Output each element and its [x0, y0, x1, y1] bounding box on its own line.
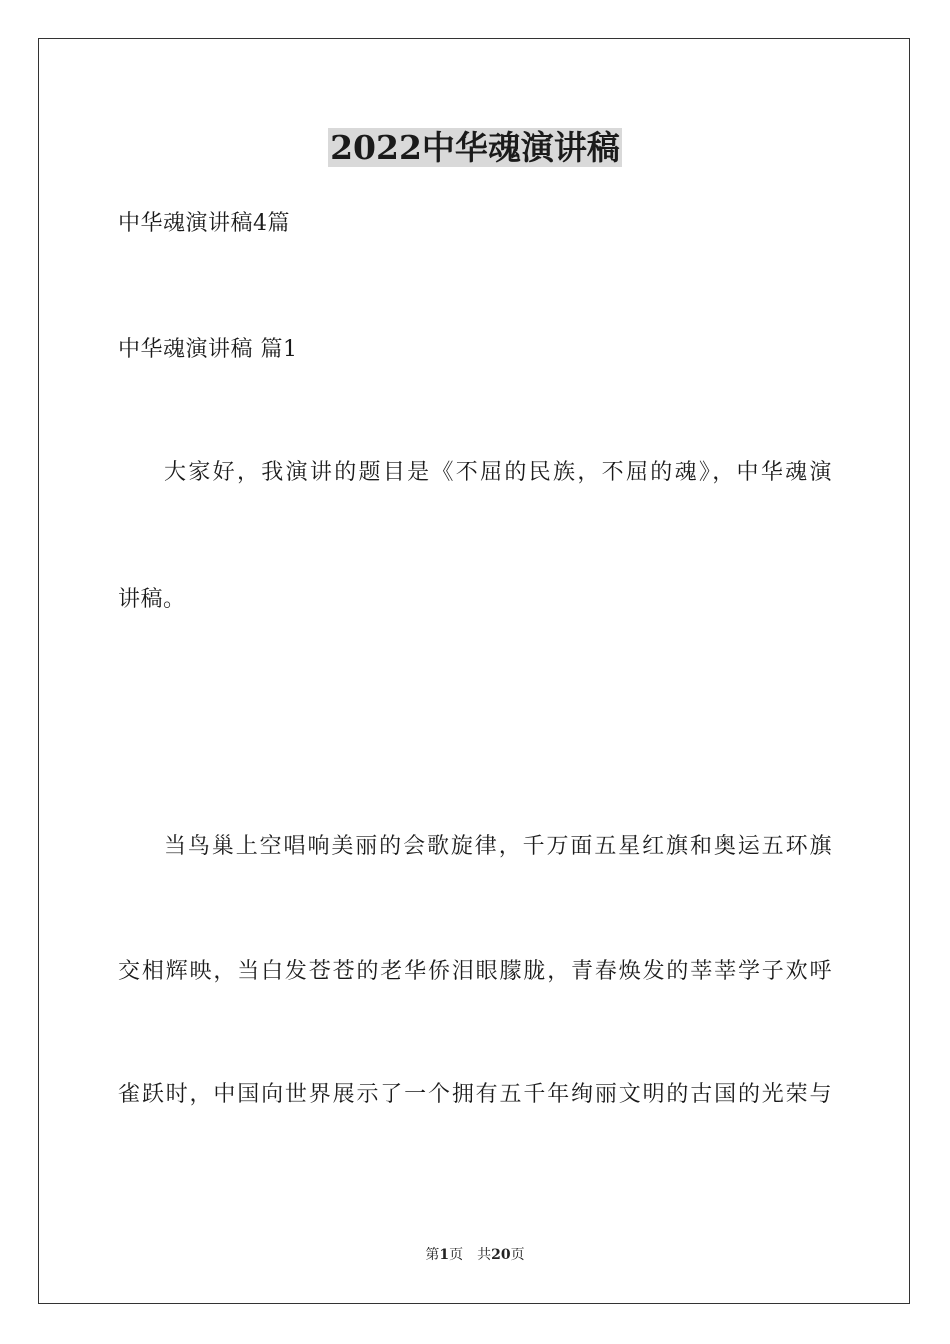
footer-total-prefix: 共 — [477, 1247, 492, 1263]
footer-total-pages: 20 — [491, 1247, 511, 1263]
document-subtitle: 中华魂演讲稿4篇 — [118, 211, 290, 236]
section-heading: 中华魂演讲稿 篇1 — [118, 337, 298, 362]
paragraph1-line1: 大家好，我演讲的题目是《不屈的民族，不屈的魂》，中华魂演 — [164, 460, 832, 485]
paragraph2-line1: 当鸟巢上空唱响美丽的会歌旋律，千万面五星红旗和奥运五环旗 — [164, 834, 832, 859]
footer-page-number: 1 — [439, 1247, 450, 1263]
page-footer — [0, 1246, 950, 1264]
paragraph2-line3: 雀跃时，中国向世界展示了一个拥有五千年绚丽文明的古国的光荣与 — [118, 1082, 832, 1107]
document-title — [0, 126, 950, 170]
document-title-text: 2022中华魂演讲稿 — [330, 128, 620, 167]
paragraph2-line2: 交相辉映，当白发苍苍的老华侨泪眼朦胧，青春焕发的莘莘学子欢呼 — [118, 959, 832, 984]
footer-total-suffix: 页 — [510, 1247, 525, 1263]
footer-page-suffix: 页 — [449, 1247, 464, 1263]
footer-page-prefix: 第 — [425, 1247, 440, 1263]
paragraph1-line2: 讲稿。 — [118, 587, 186, 612]
